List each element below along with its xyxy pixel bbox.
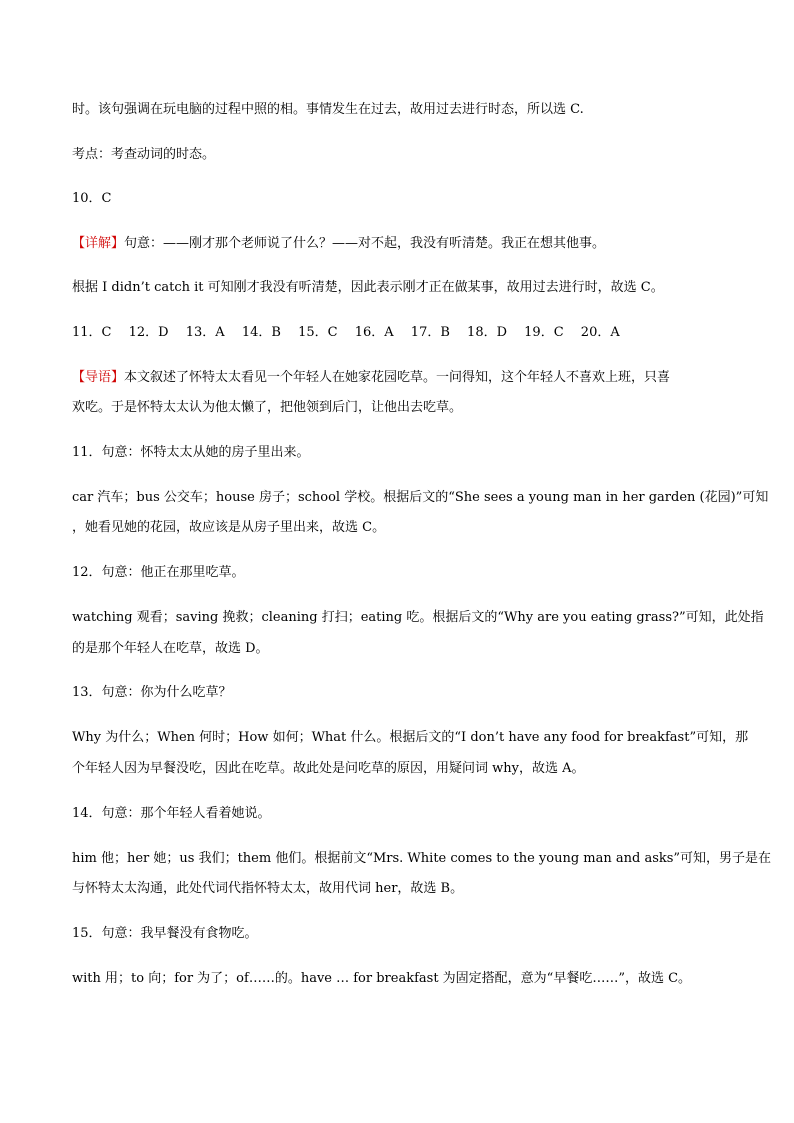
question-12-explanation: watching 观看；saving 挽救；cleaning 打扫；eating 吃。根据后文的“Why are you eating grass?”可知，此处指 — [72, 610, 764, 625]
answer-12: 12．D — [128, 325, 169, 340]
guide-text: 本文叙述了怀特太太看见一个年轻人在她家花园吃草。一问得知，这个年轻人不喜欢上班，只喜 — [124, 370, 671, 385]
answer-key-row — [72, 318, 722, 348]
answer-15: 15．C — [298, 325, 338, 340]
question-15-meaning: 15．句意：我早餐没有食物吃。 — [72, 926, 258, 941]
question-14-explanation-cont: 与怀特太太沟通，此处代词代指怀特太太，故用代词 her，故选 B。 — [72, 881, 464, 896]
answer-16: 16．A — [354, 325, 394, 340]
question-12-explanation-cont: 的是那个年轻人在吃草，故选 D。 — [72, 641, 269, 656]
answer-17: 17．B — [410, 325, 450, 340]
question-12-meaning: 12．句意：他正在那里吃草。 — [72, 565, 245, 580]
question-15-explanation: with 用；to 向；for 为了；of……的。have … for breakfast 为固定搭配，意为“早餐吃……”，故选 C。 — [72, 971, 692, 986]
answer-11: 11．C — [72, 325, 112, 340]
question-14-meaning: 14．句意：那个年轻人看着她说。 — [72, 806, 271, 821]
question-11-explanation-cont: ，她看见她的花园，故应该是从房子里出来，故选 C。 — [72, 520, 386, 535]
paragraph-exam-point: 考点：考查动词的时态。 — [72, 147, 216, 162]
paragraph-reasoning-10: 根据 I didn’t catch it 可知刚才我没有听清楚，因此表示刚才正在做某事，故用过去进行时，故选 C。 — [72, 280, 664, 295]
detail-tag: 【详解】 — [72, 236, 125, 251]
paragraph-explanation-9-end: 时。该句强调在玩电脑的过程中照的相。事情发生在过去，故用过去进行时态，所以选 C. — [72, 102, 584, 117]
answer-20: 20．A — [580, 325, 620, 340]
answer-18: 18．D — [467, 325, 508, 340]
guide-tag: 【导语】 — [72, 370, 125, 385]
question-11-explanation: car 汽车；bus 公交车；house 房子；school 学校。根据后文的“She sees a young man in her garden (花园)”可知 — [72, 490, 769, 505]
paragraph-guide — [72, 363, 722, 393]
question-13-meaning: 13．句意：你为什么吃草？ — [72, 685, 232, 700]
detail-text: ——刚才那个老师说了什么？——对不起，我没有听清楚。我正在想其他事。 — [163, 236, 606, 251]
answer-13: 13．A — [185, 325, 225, 340]
paragraph-guide-cont: 欢吃。于是怀特太太认为他太懒了，把他领到后门，让他出去吃草。 — [72, 400, 463, 415]
paragraph-detail-10 — [72, 229, 722, 259]
answer-19: 19．C — [524, 325, 564, 340]
answer-10: 10．C — [72, 191, 112, 206]
detail-prefix: 句意： — [124, 236, 164, 251]
question-14-explanation: him 他；her 她；us 我们；them 他们。根据前文“Mrs. White comes to the young man and asks”可知，男子是在 — [72, 851, 772, 866]
answer-14: 14．B — [241, 325, 281, 340]
question-13-explanation: Why 为什么；When 何时；How 如何；What 什么。根据后文的“I don’t have any food for breakfast”可知，那 — [72, 730, 749, 745]
question-13-explanation-cont: 个年轻人因为早餐没吃，因此在吃草。故此处是问吃草的原因，用疑问词 why，故选 A。 — [72, 761, 585, 776]
question-11-meaning: 11．句意：怀特太太从她的房子里出来。 — [72, 445, 310, 460]
